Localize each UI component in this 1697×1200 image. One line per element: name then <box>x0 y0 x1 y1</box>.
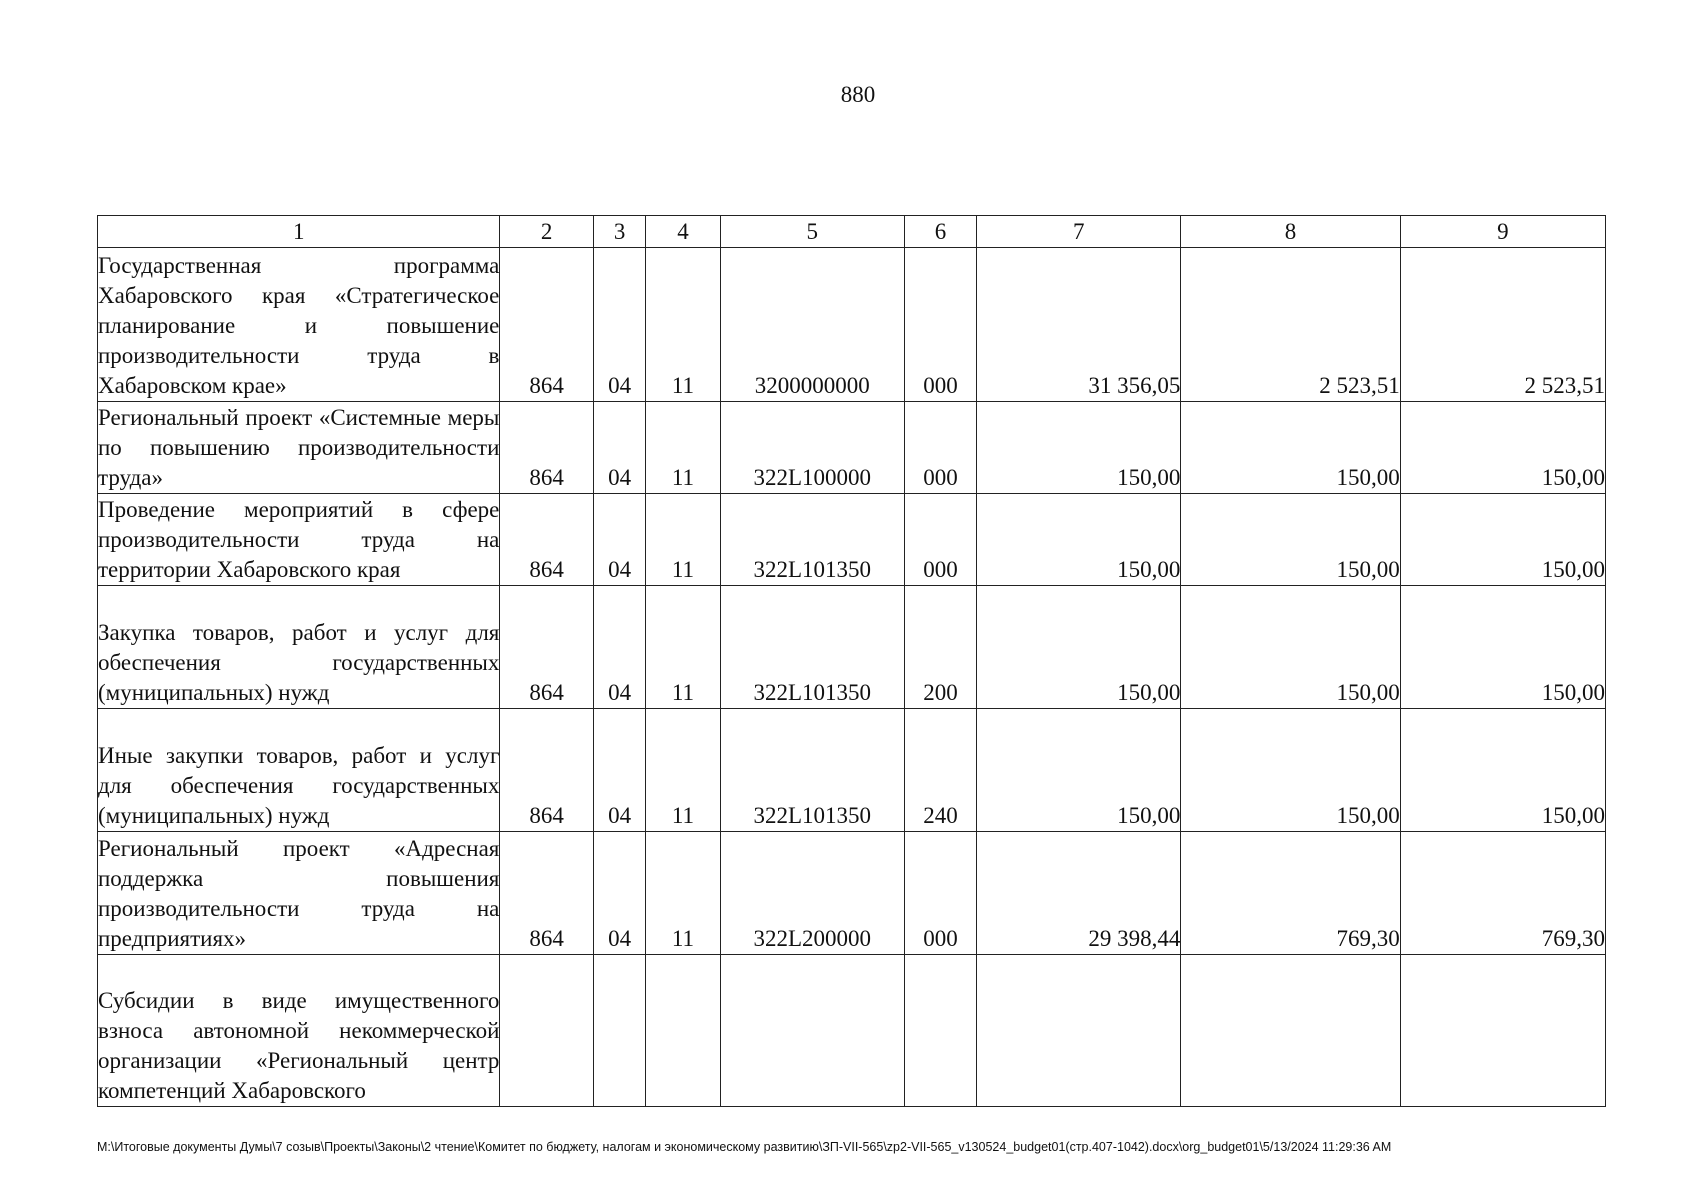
column-header: 2 <box>500 216 594 248</box>
column-header: 8 <box>1181 216 1400 248</box>
cell-target-article: 322L101350 <box>720 586 904 709</box>
cell-subsection <box>646 955 720 1107</box>
cell-subsection: 11 <box>646 586 720 709</box>
cell-amount-8: 150,00 <box>1181 402 1400 494</box>
table-row <box>98 955 1606 1107</box>
cell-expense-type: 000 <box>904 402 976 494</box>
column-header: 6 <box>904 216 976 248</box>
cell-admin-code: 864 <box>500 586 594 709</box>
cell-amount-8: 150,00 <box>1181 709 1400 832</box>
cell-expense-type <box>904 955 976 1107</box>
cell-subsection: 11 <box>646 402 720 494</box>
cell-admin-code: 864 <box>500 402 594 494</box>
cell-amount-7: 150,00 <box>977 586 1181 709</box>
row-name: Иные закупки товаров, работ и услуг для обеспечения государственных (муниципальных) нужд <box>98 709 500 832</box>
cell-amount-9 <box>1400 955 1605 1107</box>
cell-target-article: 322L101350 <box>720 494 904 586</box>
page-number: 880 <box>840 82 876 107</box>
cell-target-article: 322L101350 <box>720 709 904 832</box>
cell-amount-7 <box>977 955 1181 1107</box>
table-row <box>98 248 1606 402</box>
cell-amount-8: 150,00 <box>1181 586 1400 709</box>
cell-target-article: 322L100000 <box>720 402 904 494</box>
cell-amount-9: 769,30 <box>1400 832 1605 955</box>
cell-expense-type: 200 <box>904 586 976 709</box>
cell-admin-code: 864 <box>500 709 594 832</box>
file-path-footer: M:\Итоговые документы Думы\7 созыв\Проекты\Законы\2 чтение\Комитет по бюджету, налогам и экономическому развитию\ЗП-VII-565\zp2-VII-565_v130524_budget01(стр.407-1042).docx\org_budget01\5/13/2024 11:29:36 AM <box>97 1140 1392 1154</box>
cell-amount-9: 2 523,51 <box>1400 248 1605 402</box>
cell-section: 04 <box>593 248 645 402</box>
cell-amount-7: 150,00 <box>977 494 1181 586</box>
cell-target-article <box>720 955 904 1107</box>
column-header: 5 <box>720 216 904 248</box>
column-header: 4 <box>646 216 720 248</box>
table-row <box>98 494 1606 586</box>
row-name: Субсидии в виде имущественного взноса автономной некоммерческой организации «Региональный центр компетенций Хабаровского <box>98 955 500 1107</box>
row-name: Региональный проект «Адресная поддержка повышения производительности труда на предприятиях» <box>98 832 500 955</box>
cell-subsection: 11 <box>646 709 720 832</box>
row-name: Государственная программа Хабаровского края «Стратегическое планирование и повышение производительности труда в Хабаровском крае» <box>98 248 500 402</box>
cell-amount-8: 2 523,51 <box>1181 248 1400 402</box>
cell-expense-type: 240 <box>904 709 976 832</box>
cell-amount-8: 150,00 <box>1181 494 1400 586</box>
row-name: Закупка товаров, работ и услуг для обеспечения государственных (муниципальных) нужд <box>98 586 500 709</box>
cell-amount-7: 29 398,44 <box>977 832 1181 955</box>
cell-amount-7: 150,00 <box>977 709 1181 832</box>
cell-expense-type: 000 <box>904 494 976 586</box>
table-row <box>98 832 1606 955</box>
column-header: 1 <box>98 216 500 248</box>
cell-section: 04 <box>593 402 645 494</box>
budget-table <box>97 215 1606 1107</box>
cell-amount-7: 31 356,05 <box>977 248 1181 402</box>
cell-admin-code: 864 <box>500 248 594 402</box>
column-header: 7 <box>977 216 1181 248</box>
cell-admin-code: 864 <box>500 832 594 955</box>
cell-amount-9: 150,00 <box>1400 586 1605 709</box>
cell-admin-code <box>500 955 594 1107</box>
table-row <box>98 709 1606 832</box>
cell-subsection: 11 <box>646 494 720 586</box>
cell-admin-code: 864 <box>500 494 594 586</box>
table-row <box>98 402 1606 494</box>
table-row <box>98 586 1606 709</box>
cell-section <box>593 955 645 1107</box>
cell-target-article: 322L200000 <box>720 832 904 955</box>
cell-amount-9: 150,00 <box>1400 494 1605 586</box>
cell-amount-9: 150,00 <box>1400 709 1605 832</box>
cell-subsection: 11 <box>646 832 720 955</box>
cell-section: 04 <box>593 494 645 586</box>
row-name: Проведение мероприятий в сфере производительности труда на территории Хабаровского края <box>98 494 500 586</box>
cell-section: 04 <box>593 586 645 709</box>
cell-target-article: 3200000000 <box>720 248 904 402</box>
cell-section: 04 <box>593 709 645 832</box>
cell-expense-type: 000 <box>904 248 976 402</box>
header-row <box>98 216 1606 248</box>
cell-amount-7: 150,00 <box>977 402 1181 494</box>
column-header: 3 <box>593 216 645 248</box>
cell-section: 04 <box>593 832 645 955</box>
cell-amount-9: 150,00 <box>1400 402 1605 494</box>
cell-amount-8: 769,30 <box>1181 832 1400 955</box>
cell-expense-type: 000 <box>904 832 976 955</box>
row-name: Региональный проект «Системные меры по повышению производительности труда» <box>98 402 500 494</box>
cell-amount-8 <box>1181 955 1400 1107</box>
column-header: 9 <box>1400 216 1605 248</box>
cell-subsection: 11 <box>646 248 720 402</box>
